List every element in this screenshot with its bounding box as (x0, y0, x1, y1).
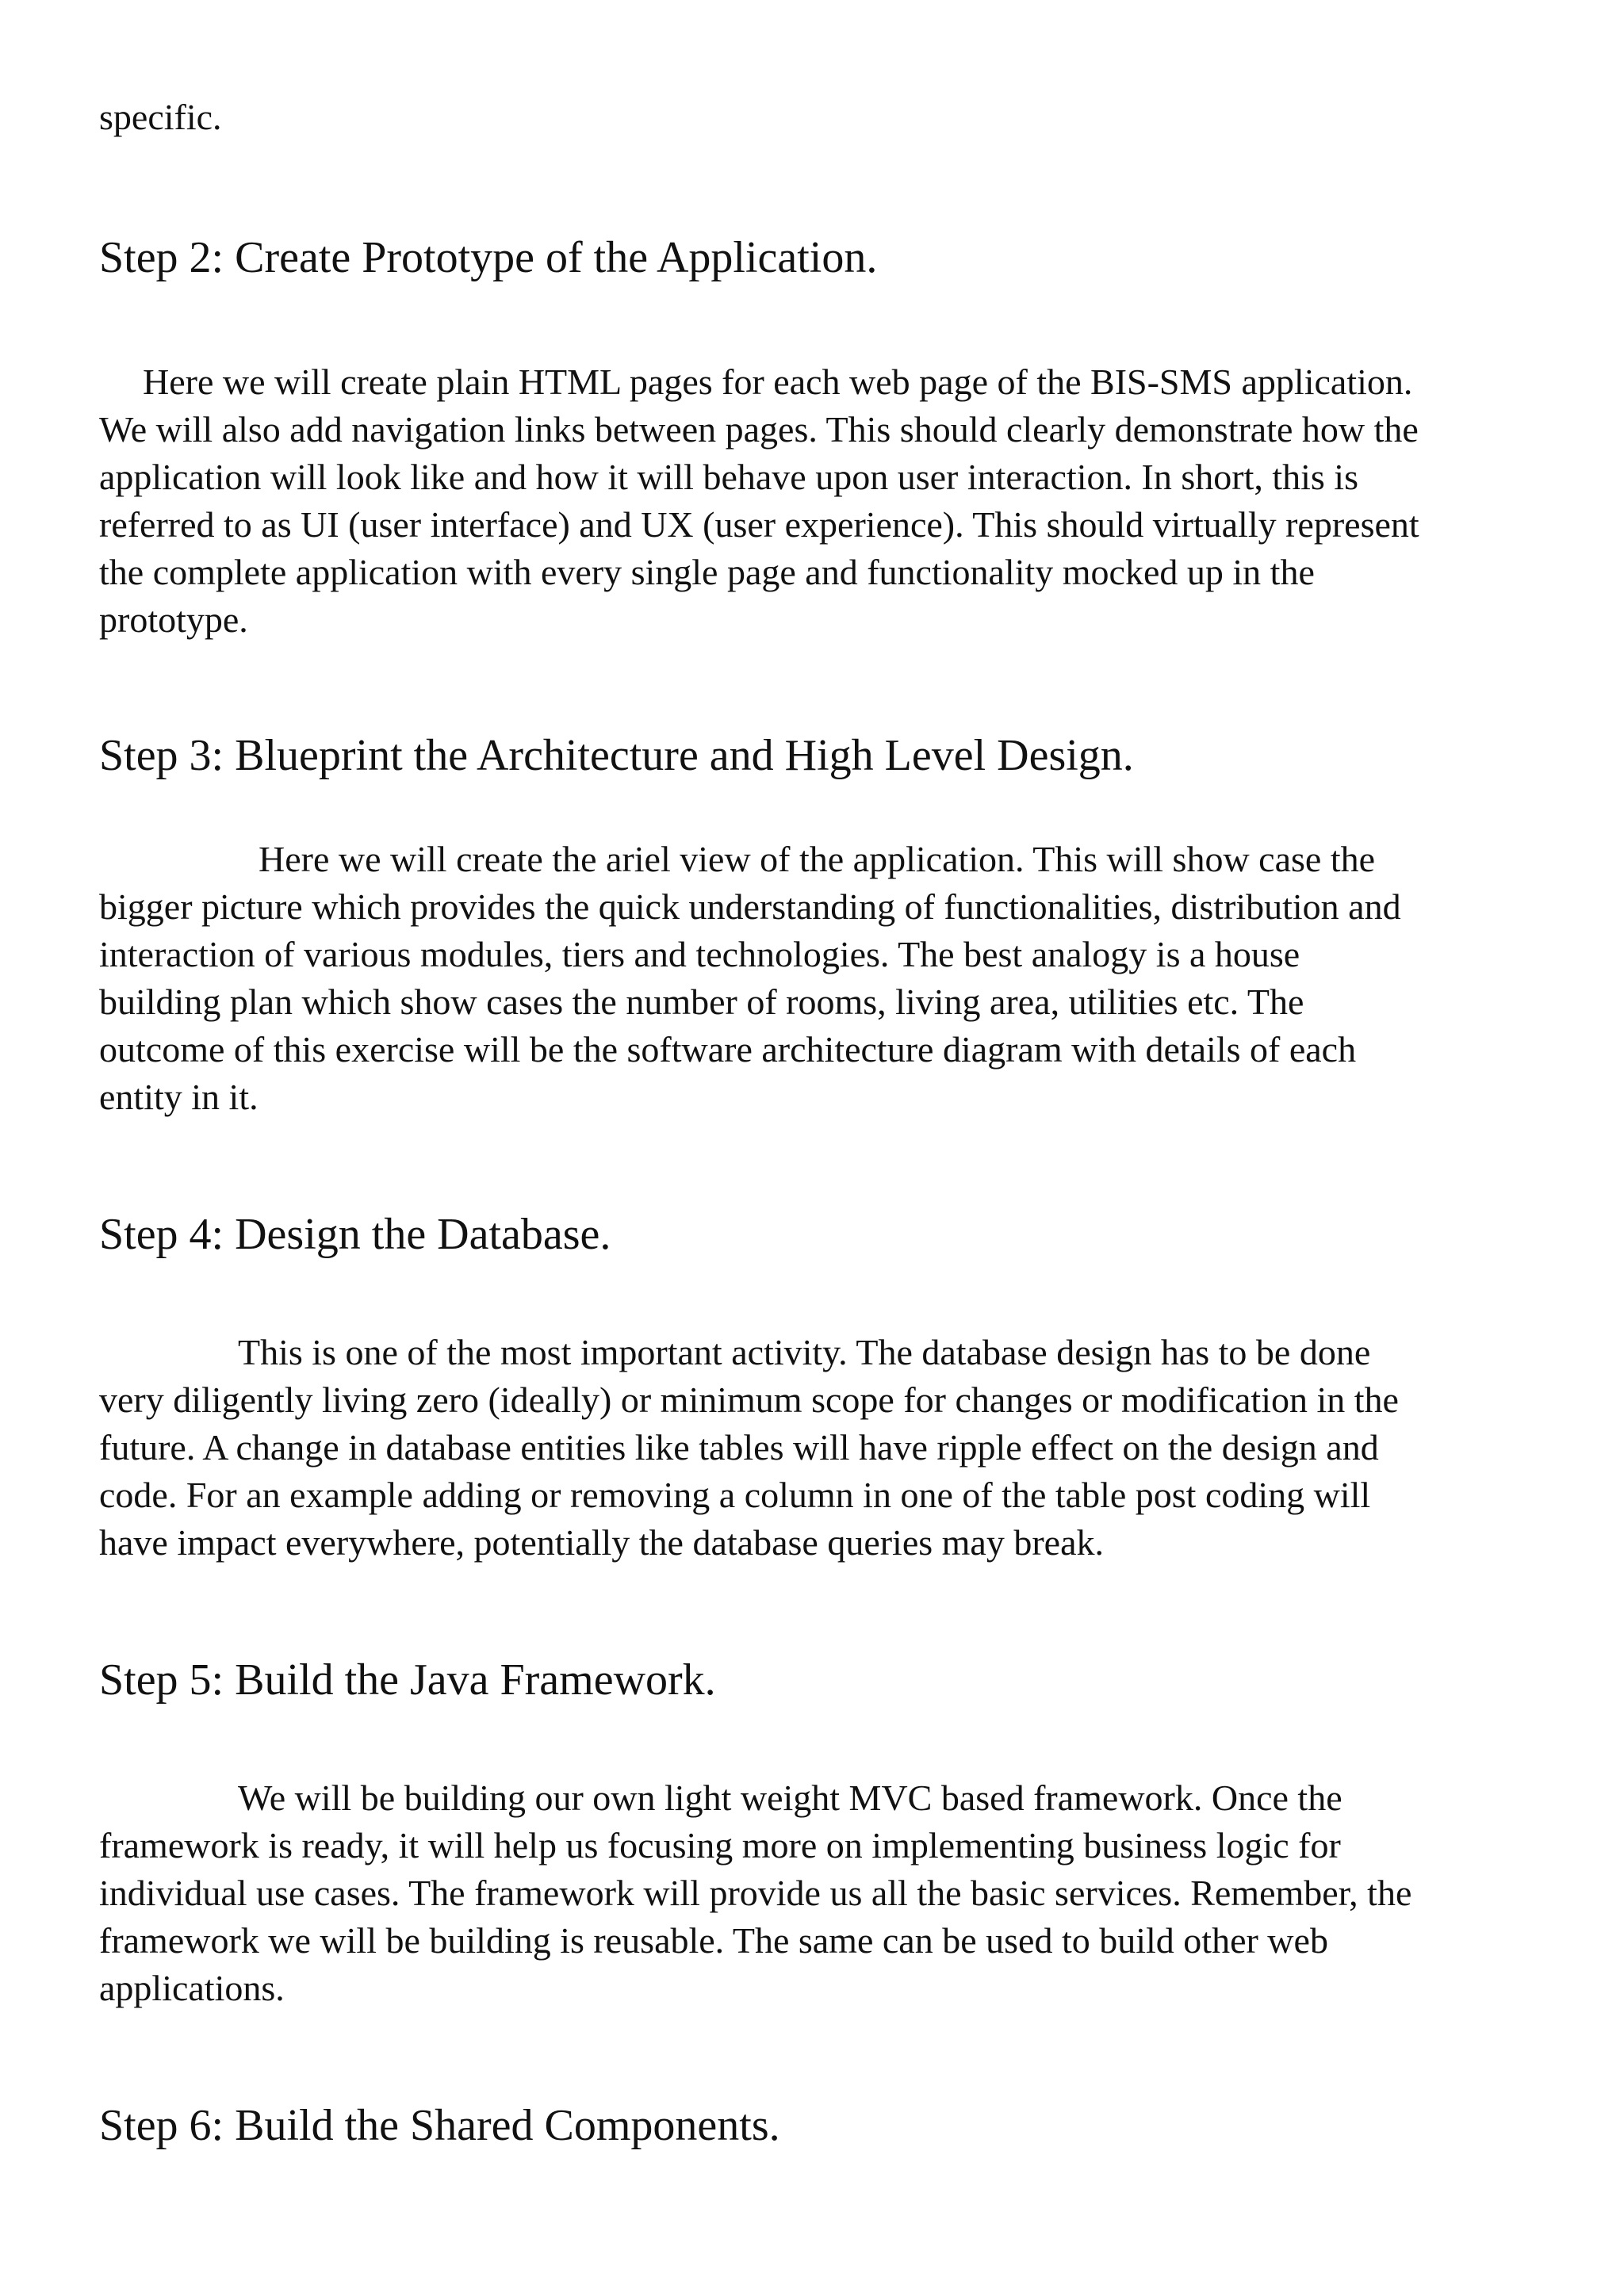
paragraph-line: bigger picture which provides the quick understanding of functionalities, distribution and (99, 886, 1401, 927)
paragraph-line: have impact everywhere, potentially the database queries may break. (99, 1522, 1104, 1563)
paragraph-line: prototype. (99, 599, 248, 640)
paragraph-line: applications. (99, 1968, 285, 2008)
heading-step-2: Step 2: Create Prototype of the Application. (99, 233, 878, 282)
paragraph-line: individual use cases. The framework will provide us all the basic services. Remember, the (99, 1873, 1412, 1913)
paragraph-line: the complete application with every single page and functionality mocked up in the (99, 552, 1315, 592)
paragraph-line: We will be building our own light weight MVC based framework. Once the (238, 1777, 1342, 1818)
paragraph-line: referred to as UI (user interface) and UX (user experience). This should virtually represent (99, 504, 1419, 545)
paragraph-line: future. A change in database entities like tables will have ripple effect on the design and (99, 1427, 1379, 1468)
paragraph-line: code. For an example adding or removing a column in one of the table post coding will (99, 1475, 1371, 1515)
paragraph-line: We will also add navigation links between pages. This should clearly demonstrate how the (99, 409, 1419, 450)
heading-step-5: Step 5: Build the Java Framework. (99, 1655, 716, 1705)
paragraph-line: This is one of the most important activity. The database design has to be done (238, 1332, 1371, 1372)
paragraph-line: Here we will create the ariel view of the application. This will show case the (259, 839, 1376, 879)
paragraph-line: very diligently living zero (ideally) or minimum scope for changes or modification in the (99, 1380, 1399, 1420)
paragraph-line: outcome of this exercise will be the software architecture diagram with details of each (99, 1029, 1357, 1070)
paragraph-line: entity in it. (99, 1077, 259, 1117)
paragraph-line: building plan which show cases the number of rooms, living area, utilities etc. The (99, 982, 1304, 1022)
paragraph-line: interaction of various modules, tiers and technologies. The best analogy is a house (99, 934, 1300, 974)
heading-step-3: Step 3: Blueprint the Architecture and High Level Design. (99, 731, 1134, 780)
paragraph-line: application will look like and how it will behave upon user interaction. In short, this is (99, 457, 1358, 497)
heading-step-6: Step 6: Build the Shared Components. (99, 2101, 780, 2150)
paragraph-line: framework we will be building is reusable. The same can be used to build other web (99, 1920, 1328, 1961)
paragraph-fragment: specific. (99, 97, 222, 137)
paragraph-line: Here we will create plain HTML pages for each web page of the BIS-SMS application. (143, 362, 1413, 402)
heading-step-4: Step 4: Design the Database. (99, 1210, 611, 1259)
paragraph-line: framework is ready, it will help us focusing more on implementing business logic for (99, 1825, 1341, 1866)
